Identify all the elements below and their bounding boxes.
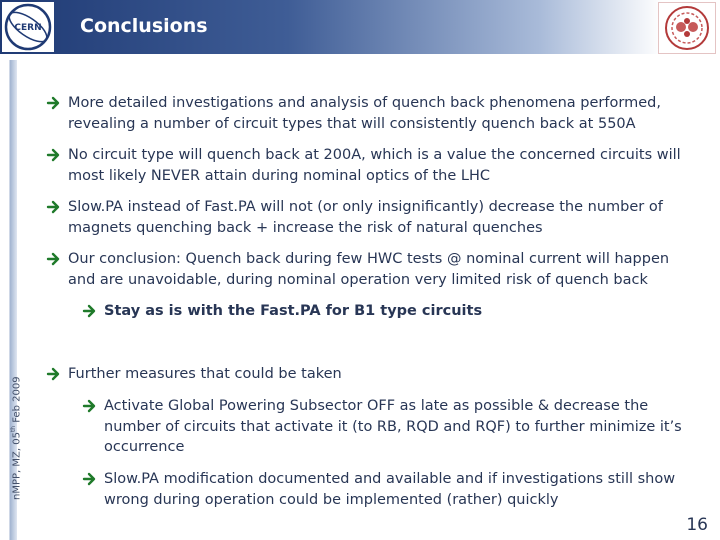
svg-text:CERN: CERN (14, 23, 42, 33)
footer-side-text: nMPP, MZ, 05th Feb 2009 (10, 376, 23, 500)
bullet-item: More detailed investigations and analysis of quench back phenomena performed, revealing a number of circuit types that will consistently quench back at 550A (68, 93, 688, 134)
sub-bullet-item: Stay as is with the Fast.PA for B1 type circuits (104, 301, 684, 322)
seal-logo (658, 2, 716, 54)
arrow-right-icon (46, 365, 62, 383)
arrow-right-icon (82, 397, 98, 415)
header-bar (0, 0, 720, 54)
arrow-right-icon (82, 302, 98, 320)
bullet-item: Slow.PA instead of Fast.PA will not (or only insignificantly) decrease the number of magnets quenching back + increase the risk of natural quenches (68, 197, 688, 238)
page-title: Conclusions (80, 15, 208, 37)
arrow-right-icon (46, 146, 62, 164)
arrow-right-icon (82, 470, 98, 488)
sub-bullet-item: Activate Global Powering Subsector OFF as late as possible & decrease the number of circuits that activate it (to RB, RQD and RQF) to further minimize it’s occurrence (104, 396, 694, 458)
bullet-item: Further measures that could be taken (68, 364, 688, 385)
page-number: 16 (686, 515, 708, 535)
arrow-right-icon (46, 198, 62, 216)
bullet-item: No circuit type will quench back at 200A, which is a value the concerned circuits will most likely NEVER attain during nominal optics of the LHC (68, 145, 688, 186)
sub-bullet-item: Slow.PA modification documented and available and if investigations still show wrong during operation could be implemented (rather) quickly (104, 469, 694, 510)
arrow-right-icon (46, 250, 62, 268)
arrow-right-icon (46, 94, 62, 112)
bullet-item: Our conclusion: Quench back during few HWC tests @ nominal current will happen and are unavoidable, during nominal operation very limited risk of quench back (68, 249, 688, 290)
cern-logo (2, 2, 54, 52)
